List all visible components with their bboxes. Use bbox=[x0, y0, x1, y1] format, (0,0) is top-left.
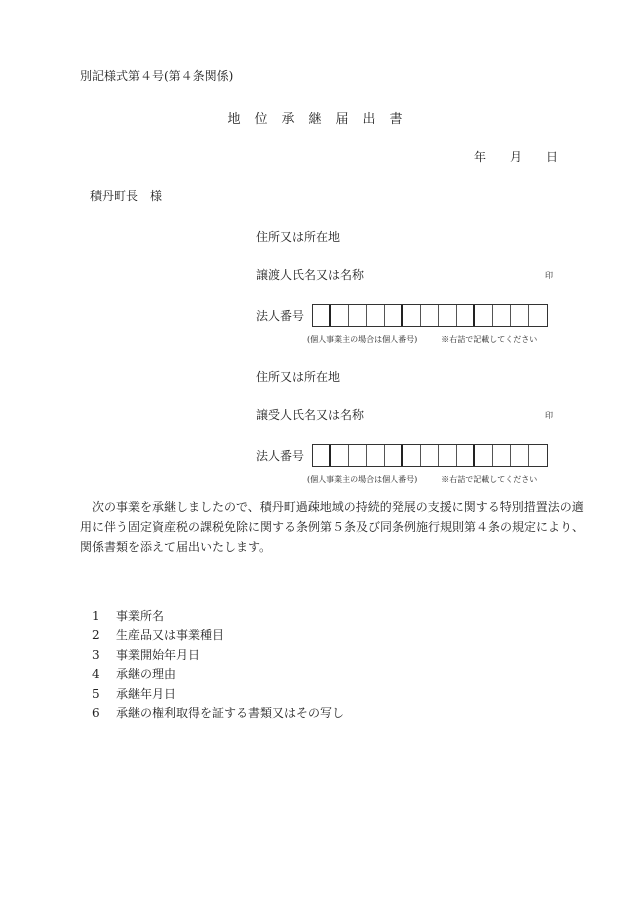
item-text: 承継年月日 bbox=[116, 686, 177, 701]
item-number: 3 bbox=[92, 647, 100, 662]
transferee-name-label: 譲受人氏名又は名称 bbox=[256, 408, 365, 422]
list-item bbox=[92, 607, 344, 626]
date-day: 日 bbox=[546, 150, 559, 164]
item-number: 2 bbox=[92, 628, 100, 643]
list-item bbox=[92, 704, 344, 723]
transferor-note-right-align: ※右詰で記載してください bbox=[441, 335, 538, 344]
item-number: 6 bbox=[92, 705, 100, 720]
list-item bbox=[92, 665, 344, 684]
date-year: 年 bbox=[474, 150, 487, 164]
transferee-note-right-align: ※右詰で記載してください bbox=[441, 475, 538, 484]
transferor-note-individual: (個人事業主の場合は個人番号) bbox=[307, 335, 418, 344]
transferor-corp-label: 法人番号 bbox=[256, 309, 305, 323]
item-list bbox=[92, 607, 344, 723]
date-line bbox=[474, 148, 558, 165]
transferee-note-individual: (個人事業主の場合は個人番号) bbox=[307, 475, 418, 484]
transferor-seal-mark: 印 bbox=[545, 271, 553, 280]
transferor-corp-row bbox=[256, 304, 548, 327]
document-title: 地位承継届出書 bbox=[227, 112, 417, 127]
body-paragraph: 次の事業を承継しましたので、積丹町過疎地域の持続的発展の支援に関する特別措置法の適用に伴う固定資産税の課税免除に関する条例第５条及び同条例施行規則第４条の規定により、関係書類を添えて届出いたします。 bbox=[80, 500, 585, 554]
transferee-corp-row bbox=[256, 444, 548, 467]
item-text: 承継の権利取得を証する書類又はその写し bbox=[116, 705, 345, 720]
transferee-corp-label: 法人番号 bbox=[256, 449, 305, 463]
item-text: 事業所名 bbox=[116, 609, 165, 623]
transferor-corp-number-boxes[interactable] bbox=[312, 304, 548, 327]
item-number: 5 bbox=[92, 686, 100, 701]
item-text: 事業開始年月日 bbox=[116, 647, 201, 662]
item-text: 生産品又は事業種目 bbox=[116, 628, 225, 643]
transferor-name-label: 譲渡人氏名又は名称 bbox=[256, 268, 365, 282]
item-number: 1 bbox=[92, 609, 100, 623]
item-text: 承継の理由 bbox=[116, 667, 177, 682]
date-month: 月 bbox=[510, 150, 523, 164]
addressee: 積丹町長 様 bbox=[90, 189, 163, 203]
transferee-corp-number-boxes[interactable] bbox=[312, 444, 548, 467]
transferor-address-label: 住所又は所在地 bbox=[256, 230, 341, 244]
form-id: 別記様式第４号(第４条関係) bbox=[80, 69, 234, 83]
transferee-corp-note bbox=[307, 474, 537, 485]
list-item bbox=[92, 626, 344, 645]
list-item bbox=[92, 646, 344, 665]
list-item bbox=[92, 685, 344, 704]
transferee-seal-mark: 印 bbox=[545, 411, 553, 420]
transferor-corp-note bbox=[307, 334, 537, 345]
transferee-address-label: 住所又は所在地 bbox=[256, 370, 341, 384]
item-number: 4 bbox=[92, 667, 100, 682]
